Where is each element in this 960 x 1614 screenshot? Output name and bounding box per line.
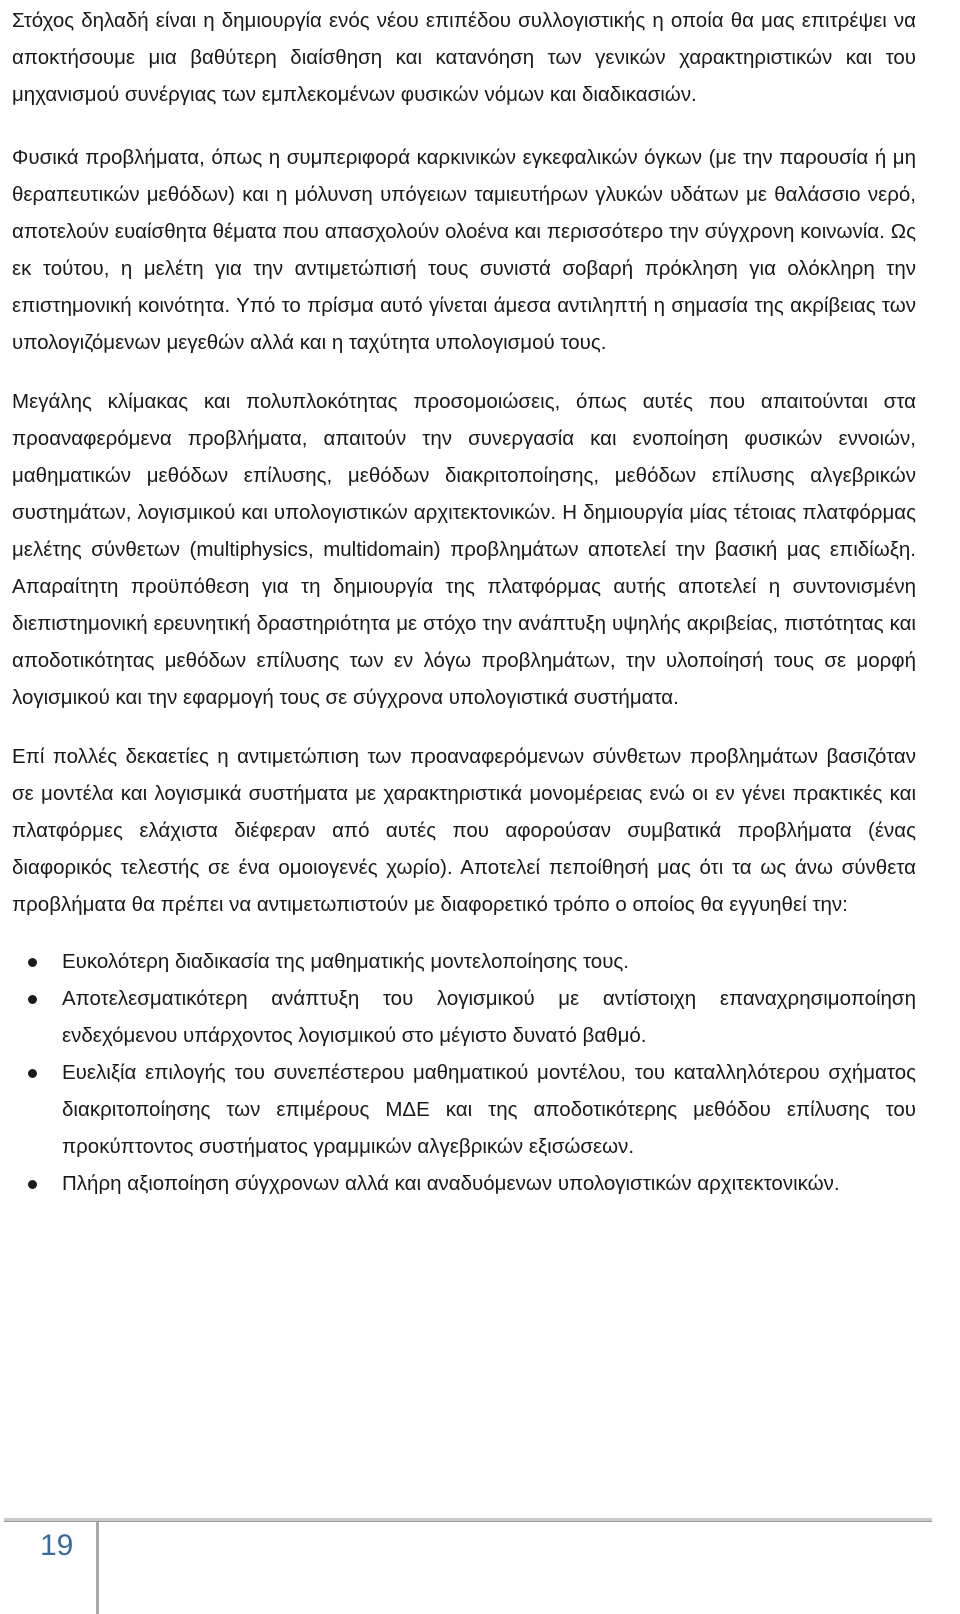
page-footer — [0, 1518, 940, 1614]
list-item-text: Πλήρη αξιοποίηση σύγχρονων αλλά και αναδυόμενων υπολογιστικών αρχιτεκτονικών. — [62, 1172, 840, 1195]
paragraph-physical-problems: Φυσικά προβλήματα, όπως η συμπεριφορά καρκινικών εγκεφαλικών όγκων (με την παρουσία ή μη θεραπευτικών μεθόδων) και η μόλυνση υπόγειων ταμιευτήρων γλυκών υδάτων με θαλάσσιο νερό, αποτελούν ευαίσθητα θέματα που απασχολούν ολοένα και περισσότερο την σύγχρονη κοινωνία. Ως εκ τούτου, η μελέτη για την αντιμετώπισή τους συνιστά σοβαρή πρόκληση για ολόκληρη την επιστημονική κοινότητα. Υπό το πρίσμα αυτό γίνεται άμεσα αντιληπτή η σημασία της ακρίβειας των υπολογιζόμενων μεγεθών αλλά και η ταχύτητα υπολογισμού τους. — [12, 146, 916, 354]
document-body — [12, 2, 916, 1202]
list-item — [12, 1054, 916, 1165]
paragraph-large-scale-simulations: Μεγάλης κλίμακας και πολυπλοκότητας προσομοιώσεις, όπως αυτές που απαιτούνται στα προαναφερόμενα προβλήματα, απαιτούν την συνεργασία και ενοποίηση φυσικών εννοιών, μαθηματικών μεθόδων επίλυσης, μεθόδων διακριτοποίησης, μεθόδων επίλυσης αλγεβρικών συστημάτων, λογισμικού και υπολογιστικών αρχιτεκτονικών. Η δημιουργία μίας τέτοιας πλατφόρμας μελέτης σύνθετων (multiphysics, multidomain) προβλημάτων αποτελεί την βασική μας επιδίωξη. Απαραίτητη προϋπόθεση για τη δημιουργία της πλατφόρμας αυτής αποτελεί η συντονισμένη διεπιστημονική ερευνητική δραστηριότητα με στόχο την ανάπτυξη υψηλής ακριβείας, πιστότητας και αποδοτικότητας μεθόδων επίλυσης των εν λόγω προβλημάτων, την υλοποίησή τους σε μορφή λογισμικού και την εφαρμογή τους σε σύγχρονα υπολογιστικά συστήματα. — [12, 390, 916, 709]
bullet-icon — [28, 1180, 37, 1189]
footer-divider — [4, 1518, 932, 1522]
bullet-icon — [28, 1069, 37, 1078]
list-item-text: Ευελιξία επιλογής του συνεπέστερου μαθηματικού μοντέλου, του καταλληλότερου σχήματος διακριτοποίησης των επιμέρους ΜΔΕ και της αποδοτικότερης μεθόδου επίλυσης του προκύπτοντος συστήματος γραμμικών αλγεβρικών εξισώσεων. — [62, 1061, 916, 1158]
page-number: 19 — [40, 1529, 74, 1562]
list-item — [12, 943, 916, 980]
footer-vertical-divider — [96, 1522, 99, 1614]
list-item-text: Ευκολότερη διαδικασία της μαθηματικής μοντελοποίησης τους. — [62, 950, 629, 973]
goals-bullet-list — [12, 943, 916, 1202]
bullet-icon — [28, 958, 37, 967]
list-item-text: Αποτελεσματικότερη ανάπτυξη του λογισμικού με αντίστοιχη επαναχρησιμοποίηση ενδεχόμενου υπάρχοντος λογισμικού στο μέγιστο δυνατό βαθμό. — [62, 987, 916, 1047]
bullet-icon — [28, 995, 37, 1004]
paragraph-intro: Στόχος δηλαδή είναι η δημιουργία ενός νέου επιπέδου συλλογιστικής η οποία θα μας επιτρέψει να αποκτήσουμε μια βαθύτερη διαίσθηση και κατανόηση των γενικών χαρακτηριστικών και του μηχανισμού συνέργιας των εμπλεκομένων φυσικών νόμων και διαδικασιών. — [12, 9, 916, 106]
paragraph-decades-approach: Επί πολλές δεκαετίες η αντιμετώπιση των προαναφερόμενων σύνθετων προβλημάτων βασιζόταν σε μοντέλα και λογισμικά συστήματα με χαρακτηριστικά μονομέρειας ενώ οι εν γένει πρακτικές και πλατφόρμες ελάχιστα διέφεραν από αυτές που αφορούσαν συμβατικά προβλήματα (ένας διαφορικός τελεστής σε ένα ομοιογενές χωρίο). Αποτελεί πεποίθησή μας ότι τα ως άνω σύνθετα προβλήματα θα πρέπει να αντιμετωπιστούν με διαφορετικό τρόπο ο οποίος θα εγγυηθεί την: — [12, 745, 916, 916]
list-item — [12, 980, 916, 1054]
list-item — [12, 1165, 916, 1202]
